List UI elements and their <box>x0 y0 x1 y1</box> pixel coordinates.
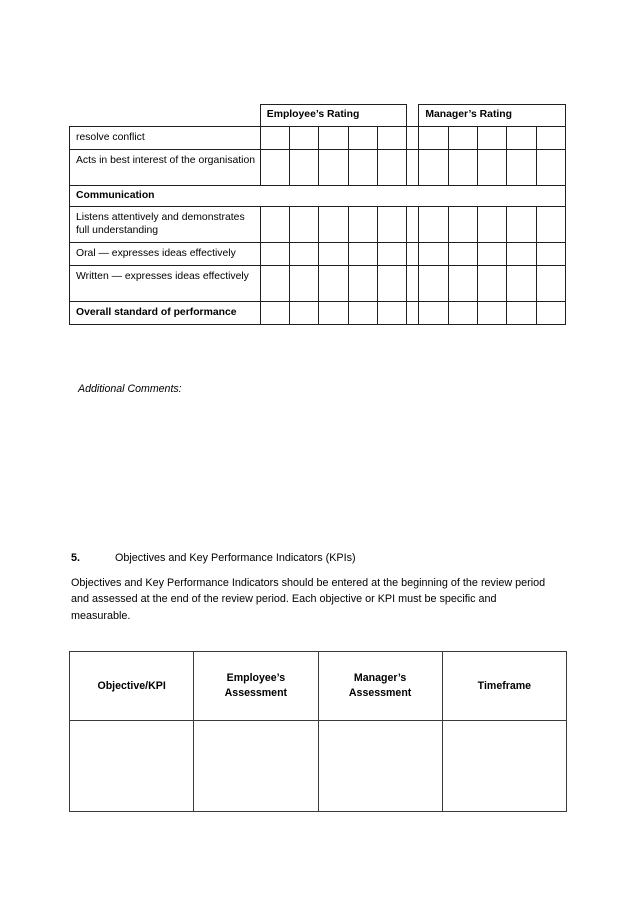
employee-rating-cell[interactable] <box>377 127 406 150</box>
ratings-header-corner-blank <box>70 105 261 127</box>
ratings-group-header-row <box>70 105 566 127</box>
employee-rating-cell[interactable] <box>260 127 289 150</box>
table-row <box>70 301 566 324</box>
manager-rating-cell[interactable] <box>507 127 536 150</box>
employee-rating-cell[interactable] <box>260 243 289 266</box>
manager-rating-cell[interactable] <box>536 206 565 242</box>
kpi-header-row <box>70 652 567 721</box>
table-row <box>70 265 566 301</box>
criterion-label-written: Written — expresses ideas effectively <box>70 265 261 301</box>
table-row <box>70 721 567 812</box>
table-row <box>70 243 566 266</box>
manager-rating-cell[interactable] <box>419 265 448 301</box>
ratings-gap-cell <box>407 127 419 150</box>
manager-rating-cell[interactable] <box>507 265 536 301</box>
section-number: 5. <box>71 552 81 564</box>
employee-rating-cell[interactable] <box>290 127 319 150</box>
manager-rating-cell[interactable] <box>448 243 477 266</box>
manager-rating-cell[interactable] <box>477 149 506 185</box>
manager-rating-cell[interactable] <box>477 243 506 266</box>
ratings-gap-cell <box>407 265 419 301</box>
manager-rating-cell[interactable] <box>448 149 477 185</box>
kpi-column-header-objective: Objective/KPI <box>70 652 194 721</box>
manager-rating-cell[interactable] <box>448 127 477 150</box>
criterion-label-listens-attentively: Listens attentively and demonstrates full understanding <box>70 206 261 242</box>
kpi-timeframe-cell[interactable] <box>442 721 566 812</box>
employee-rating-cell[interactable] <box>319 149 348 185</box>
section-5-heading <box>71 552 356 564</box>
criterion-label-resolve-conflict: resolve conflict <box>70 127 261 150</box>
criterion-label-acts-in-best-interest: Acts in best interest of the organisation <box>70 149 261 185</box>
kpi-employee-assessment-cell[interactable] <box>194 721 318 812</box>
ratings-gap-cell <box>407 206 419 242</box>
employee-rating-cell[interactable] <box>377 149 406 185</box>
employee-rating-cell[interactable] <box>348 243 377 266</box>
manager-rating-cell[interactable] <box>536 265 565 301</box>
manager-rating-cell[interactable] <box>507 301 536 324</box>
manager-rating-cell[interactable] <box>536 127 565 150</box>
employee-rating-cell[interactable] <box>377 301 406 324</box>
employee-rating-cell[interactable] <box>348 265 377 301</box>
manager-rating-cell[interactable] <box>477 206 506 242</box>
manager-rating-cell[interactable] <box>477 265 506 301</box>
employee-rating-cell[interactable] <box>319 206 348 242</box>
kpi-column-header-timeframe: Timeframe <box>442 652 566 721</box>
employee-rating-cell[interactable] <box>348 127 377 150</box>
manager-rating-cell[interactable] <box>536 243 565 266</box>
kpi-objectives-table <box>69 651 567 812</box>
manager-rating-cell[interactable] <box>448 206 477 242</box>
employee-rating-cell[interactable] <box>260 149 289 185</box>
employee-rating-cell[interactable] <box>290 265 319 301</box>
ratings-gap-cell <box>407 243 419 266</box>
employee-rating-cell[interactable] <box>290 149 319 185</box>
ratings-gap-cell <box>407 301 419 324</box>
manager-rating-cell[interactable] <box>419 206 448 242</box>
manager-rating-cell[interactable] <box>448 301 477 324</box>
manager-rating-cell[interactable] <box>448 265 477 301</box>
employee-rating-cell[interactable] <box>290 301 319 324</box>
page-title: Objectives and Key Performance Indicators (KPIs) <box>115 552 356 564</box>
employee-rating-cell[interactable] <box>319 127 348 150</box>
ratings-gap-cell <box>407 149 419 185</box>
section-heading-communication: Communication <box>70 185 566 206</box>
manager-rating-cell[interactable] <box>419 243 448 266</box>
employee-rating-cell[interactable] <box>260 301 289 324</box>
manager-rating-cell[interactable] <box>477 127 506 150</box>
table-section-row <box>70 185 566 206</box>
table-row <box>70 127 566 150</box>
section-5-body-text: Objectives and Key Performance Indicators should be entered at the beginning of the review period and assessed at the end of the review period. Each objective or KPI must be specific and measurable. <box>71 577 546 622</box>
kpi-objective-cell[interactable] <box>70 721 194 812</box>
manager-rating-cell[interactable] <box>419 301 448 324</box>
manager-rating-cell[interactable] <box>536 301 565 324</box>
employee-rating-cell[interactable] <box>348 149 377 185</box>
employee-rating-cell[interactable] <box>377 206 406 242</box>
employee-rating-cell[interactable] <box>377 243 406 266</box>
employee-rating-cell[interactable] <box>348 206 377 242</box>
manager-rating-cell[interactable] <box>507 206 536 242</box>
criterion-label-overall-standard: Overall standard of performance <box>70 301 261 324</box>
table-row <box>70 149 566 185</box>
manager-rating-cell[interactable] <box>536 149 565 185</box>
manager-rating-cell[interactable] <box>477 301 506 324</box>
employee-rating-group-header: Employee’s Rating <box>260 105 407 127</box>
employee-rating-cell[interactable] <box>260 265 289 301</box>
criterion-label-oral: Oral — expresses ideas effectively <box>70 243 261 266</box>
kpi-manager-assessment-cell[interactable] <box>318 721 442 812</box>
employee-rating-cell[interactable] <box>290 243 319 266</box>
employee-rating-cell[interactable] <box>319 265 348 301</box>
manager-rating-cell[interactable] <box>507 243 536 266</box>
employee-rating-cell[interactable] <box>319 243 348 266</box>
manager-rating-cell[interactable] <box>419 127 448 150</box>
employee-rating-cell[interactable] <box>348 301 377 324</box>
employee-rating-cell[interactable] <box>319 301 348 324</box>
kpi-column-header-employee-assessment: Employee’s Assessment <box>194 652 318 721</box>
manager-rating-cell[interactable] <box>419 149 448 185</box>
employee-rating-cell[interactable] <box>260 206 289 242</box>
kpi-column-header-manager-assessment: Manager’s Assessment <box>318 652 442 721</box>
manager-rating-group-header: Manager’s Rating <box>419 105 566 127</box>
employee-rating-cell[interactable] <box>290 206 319 242</box>
additional-comments-label: Additional Comments: <box>78 383 182 395</box>
ratings-group-spacer <box>407 105 419 127</box>
employee-rating-cell[interactable] <box>377 265 406 301</box>
performance-ratings-table <box>69 104 566 325</box>
table-row <box>70 206 566 242</box>
manager-rating-cell[interactable] <box>507 149 536 185</box>
